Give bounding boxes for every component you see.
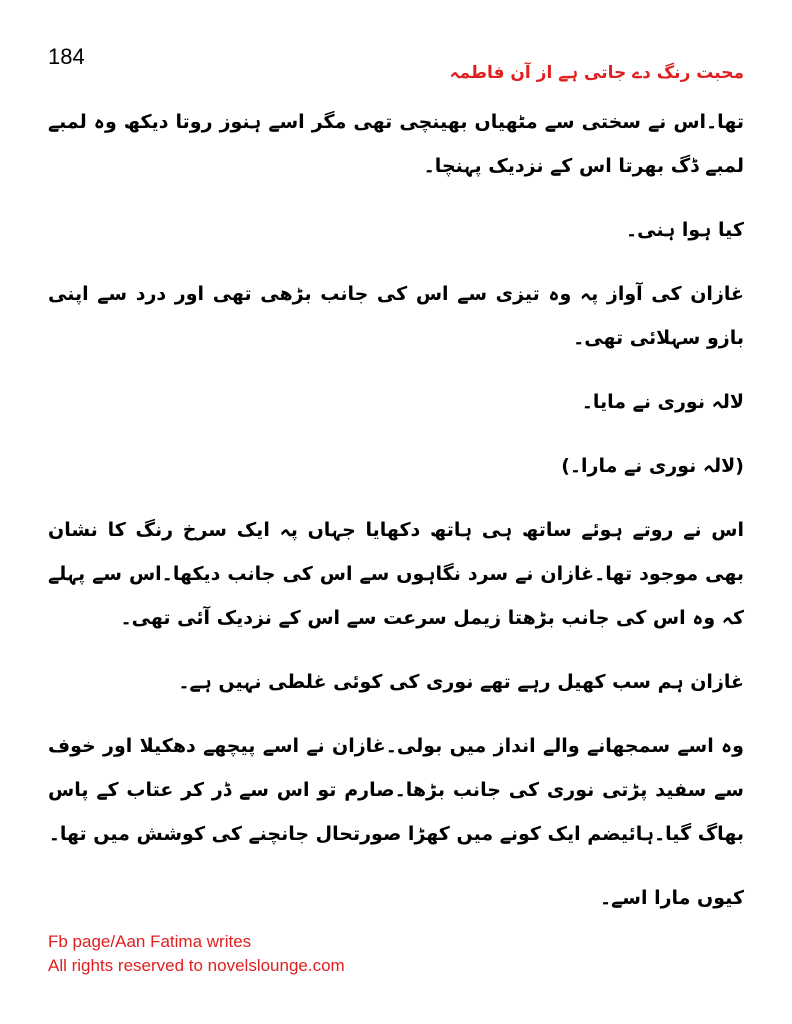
paragraph: کیا ہوا ہنی۔ — [626, 219, 744, 241]
paragraph: اس نے روتے ہوئے ساتھ ہی ہاتھ دکھایا جہاں پہ ایک سرخ رنگ کا نشان بھی موجود تھا۔غازان نے سرد نگاہوں سے اس کی جانب دیکھا۔اس سے پہلے کہ وہ اس کی جانب بڑھتا زیمل سرعت سے اس کے نزدیک آئی تھی۔ — [48, 519, 744, 629]
footer — [48, 930, 345, 978]
paragraph: لالہ نوری نے مایا۔ — [581, 391, 744, 413]
paragraph: تھا۔اس نے سختی سے مٹھیاں بھینچی تھی مگر اسے ہنوز روتا دیکھ وہ لمبے لمبے ڈگ بھرتا اس کے نزدیک پہنچا۔ — [48, 111, 744, 177]
paragraph: غازان ہم سب کھیل رہے تھے نوری کی کوئی غلطی نہیں ہے۔ — [178, 671, 744, 693]
body-text — [48, 100, 744, 940]
paragraph: غازان کی آواز پہ وہ تیزی سے اس کی جانب بڑھی تھی اور درد سے اپنی بازو سہلائی تھی۔ — [48, 283, 744, 349]
paragraph: کیوں مارا اسے۔ — [600, 887, 744, 909]
paragraph: (لالہ نوری نے مارا۔) — [561, 455, 744, 477]
page-number: 184 — [48, 44, 85, 69]
footer-fb-page: Fb page/Aan Fatima writes — [48, 932, 252, 951]
footer-rights: All rights reserved to novelslounge.com — [48, 956, 345, 975]
header-title: محبت رنگ دے جاتی ہے از آن فاطمہ — [449, 63, 744, 83]
paragraph: وہ اسے سمجھانے والے انداز میں بولی۔غازان نے اسے پیچھے دھکیلا اور خوف سے سفید پڑتی نوری کی جانب بڑھا۔صارم تو اس سے ڈر کر عتاب کے پاس بھاگ گیا۔ہائیضم ایک کونے میں کھڑا صورتحال جانچنے کی کوشش میں تھا۔ — [48, 735, 744, 845]
